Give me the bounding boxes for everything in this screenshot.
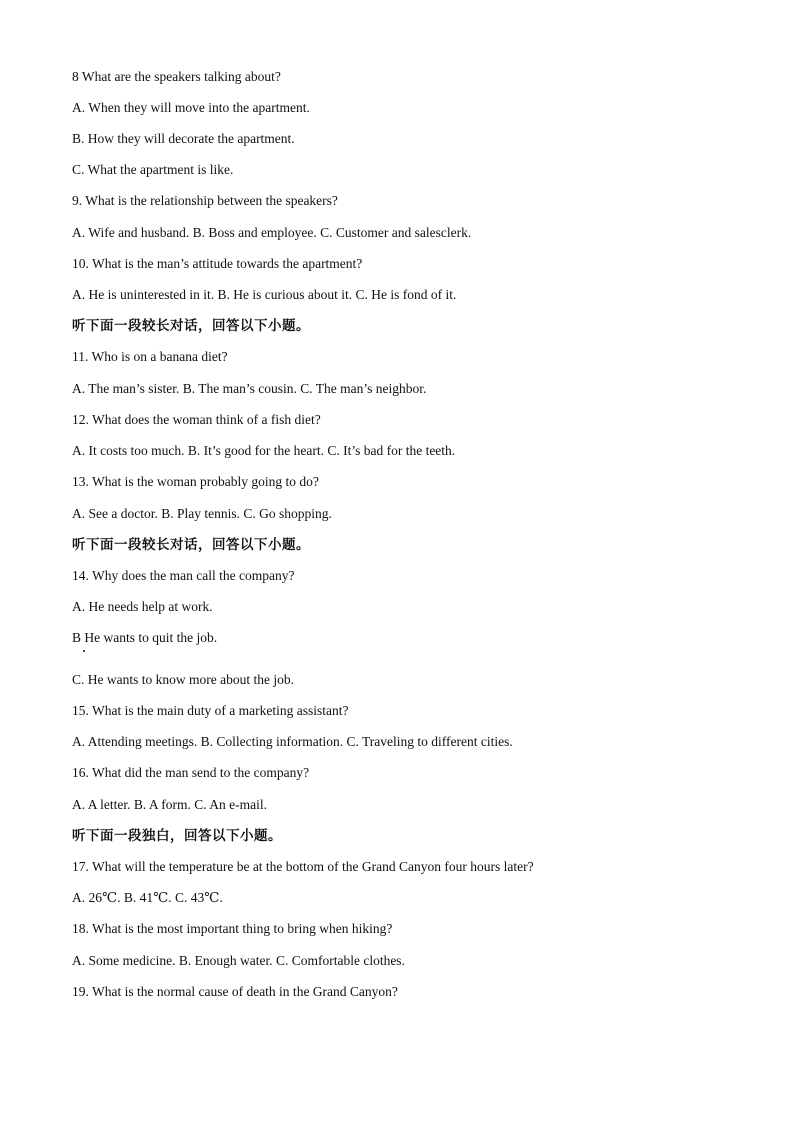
options-17: A. 26℃. B. 41℃. C. 43℃. — [72, 890, 223, 905]
question-17: 17. What will the temperature be at the bottom of the Grand Canyon four hours later? — [72, 859, 534, 874]
options-10: A. He is uninterested in it. B. He is curious about it. C. He is fond of it. — [72, 287, 457, 302]
options-18: A. Some medicine. B. Enough water. C. Comfortable clothes. — [72, 953, 405, 968]
option-14b: B He wants to quit the job. — [72, 630, 218, 645]
section-heading: 听下面一段较长对话，回答以下小题。 — [72, 318, 310, 334]
question-15: 15. What is the main duty of a marketing assistant? — [72, 703, 349, 718]
section-heading: 听下面一段独白，回答以下小题。 — [72, 828, 282, 844]
options-13: A. See a doctor. B. Play tennis. C. Go shopping. — [72, 506, 332, 521]
option-14a: A. He needs help at work. — [72, 599, 213, 614]
option-8b: B. How they will decorate the apartment. — [72, 131, 295, 146]
option-8a: A. When they will move into the apartment. — [72, 100, 310, 115]
question-8: 8 What are the speakers talking about? — [72, 69, 281, 84]
question-19: 19. What is the normal cause of death in the Grand Canyon? — [72, 984, 398, 999]
option-14c: C. He wants to know more about the job. — [72, 672, 294, 687]
options-15: A. Attending meetings. B. Collecting information. C. Traveling to different cities. — [72, 734, 513, 749]
options-12: A. It costs too much. B. It’s good for the heart. C. It’s bad for the teeth. — [72, 443, 456, 458]
question-14: 14. Why does the man call the company? — [72, 568, 295, 583]
question-18: 18. What is the most important thing to bring when hiking? — [72, 921, 393, 936]
question-10: 10. What is the man’s attitude towards the apartment? — [72, 256, 363, 271]
question-11: 11. Who is on a banana diet? — [72, 349, 228, 364]
options-9: A. Wife and husband. B. Boss and employee. C. Customer and salesclerk. — [72, 225, 472, 240]
options-11: A. The man’s sister. B. The man’s cousin. C. The man’s neighbor. — [72, 381, 427, 396]
question-12: 12. What does the woman think of a fish diet? — [72, 412, 321, 427]
option-8c: C. What the apartment is like. — [72, 162, 234, 177]
stray-period-mark — [83, 650, 85, 652]
options-16: A. A letter. B. A form. C. An e-mail. — [72, 797, 267, 812]
question-16: 16. What did the man send to the company? — [72, 765, 310, 780]
question-13: 13. What is the woman probably going to do? — [72, 474, 319, 489]
question-9: 9. What is the relationship between the speakers? — [72, 193, 338, 208]
section-heading: 听下面一段较长对话，回答以下小题。 — [72, 537, 310, 553]
